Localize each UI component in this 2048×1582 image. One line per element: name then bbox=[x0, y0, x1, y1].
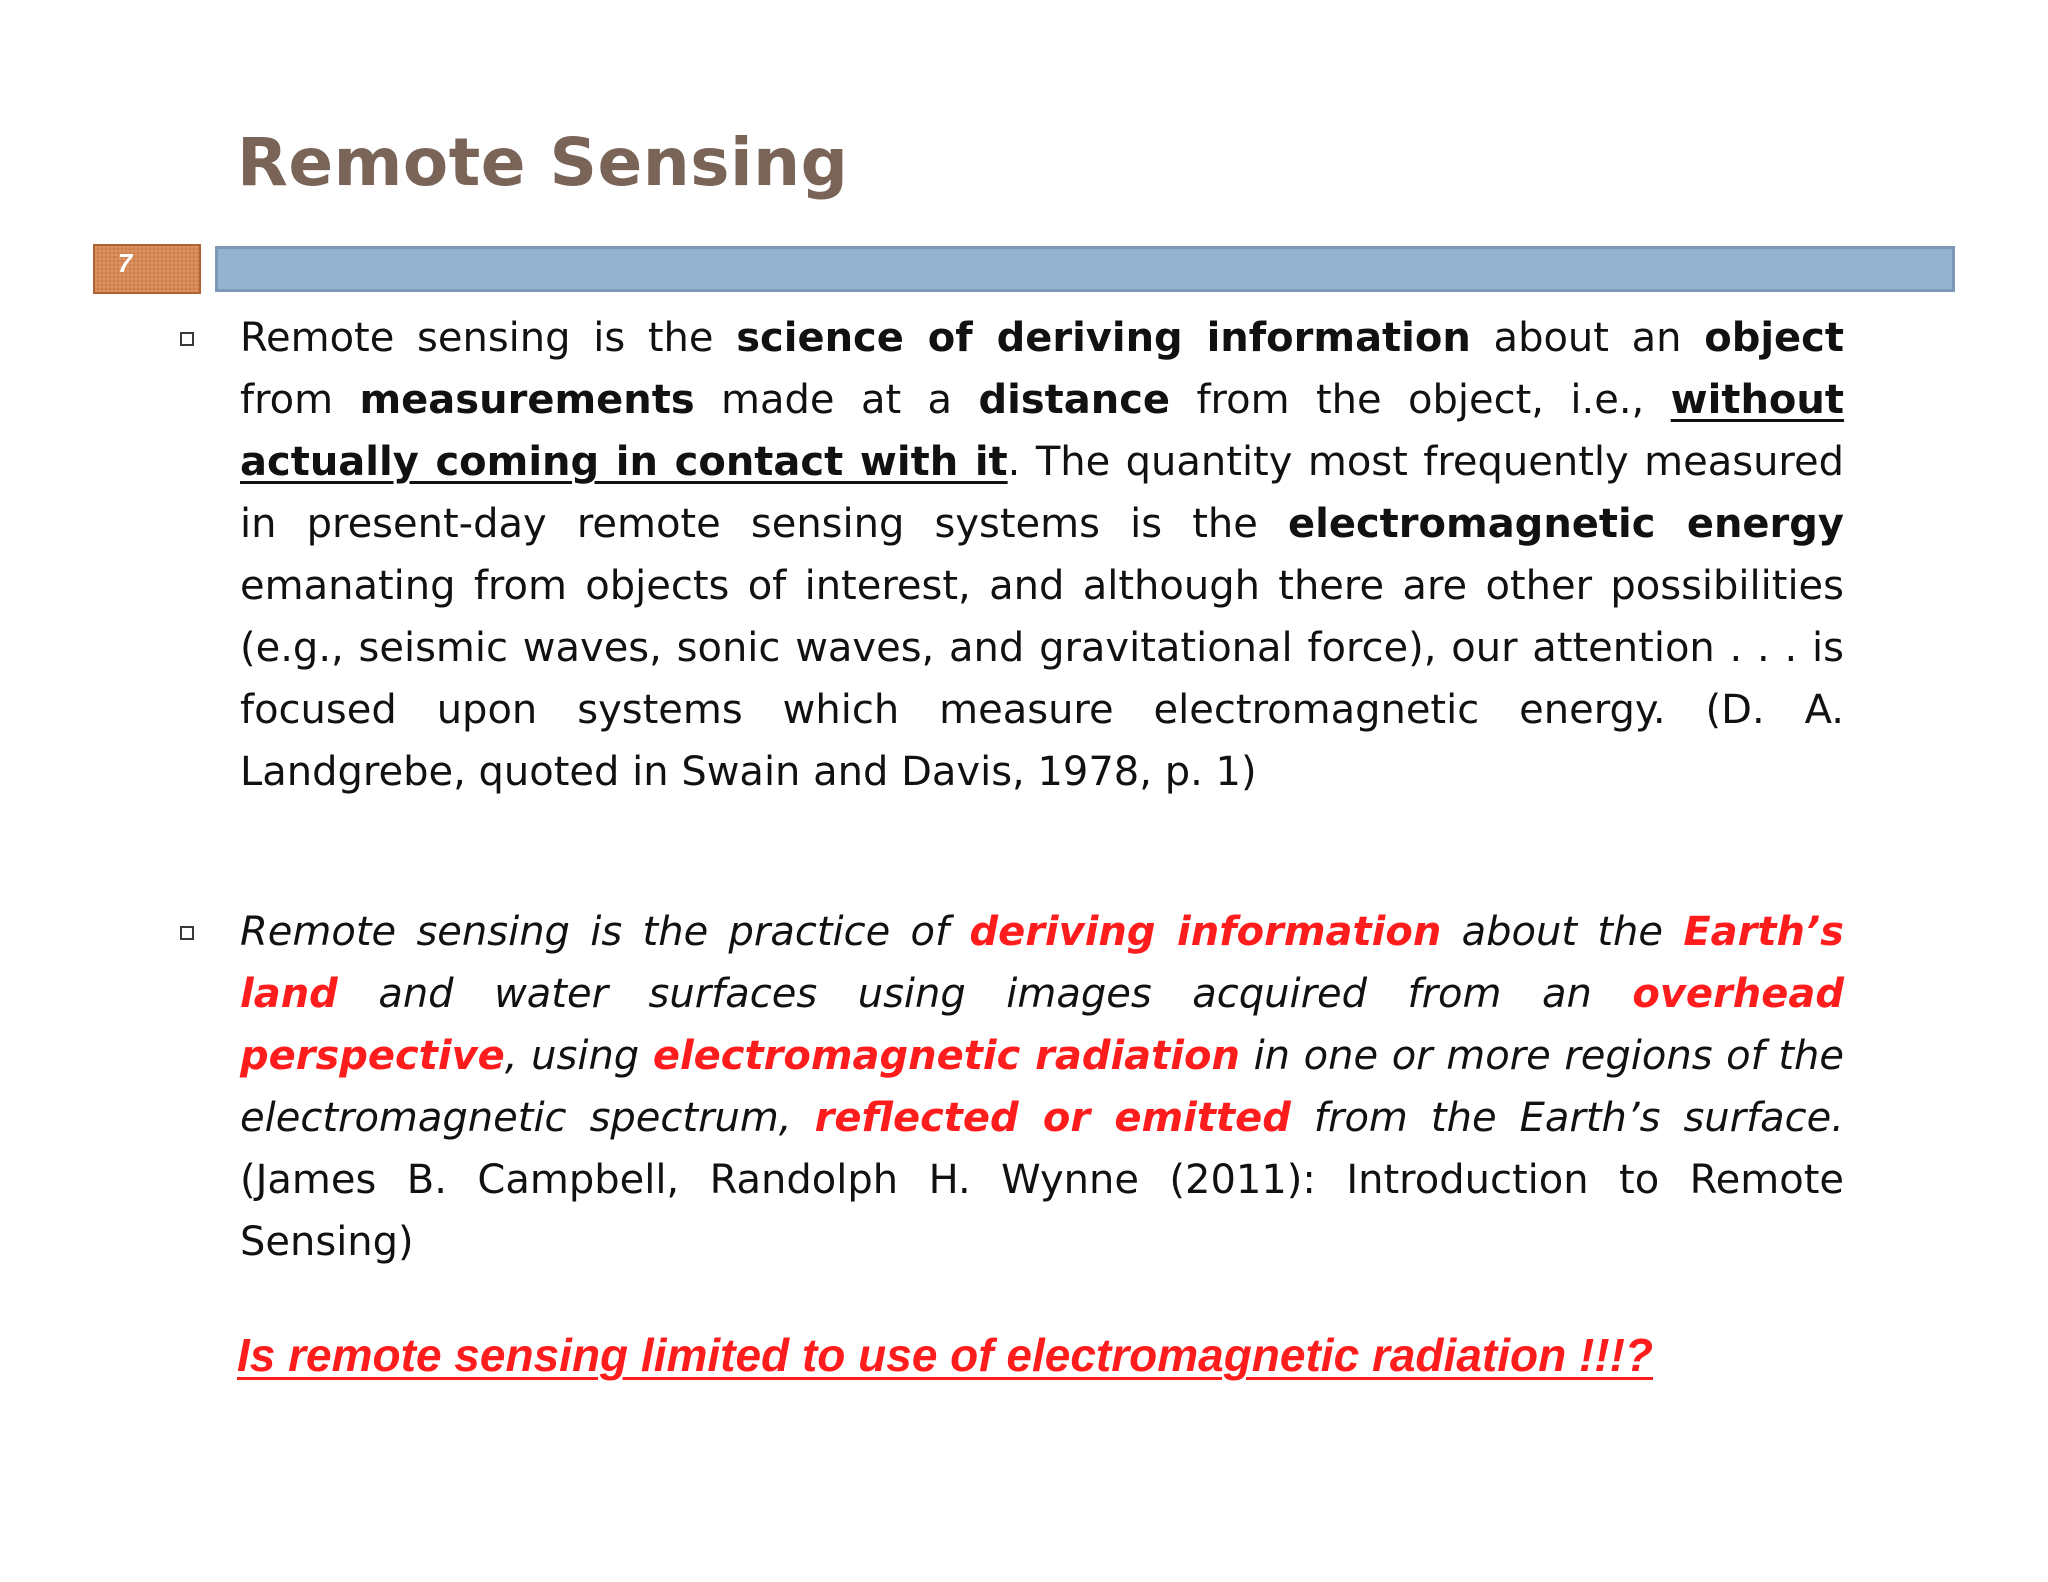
square-bullet-icon bbox=[180, 926, 194, 940]
header-bar bbox=[215, 246, 1955, 292]
definition-paragraph-1: Remote sensing is the science of deriving information about an object from measurements made at a distance from the object, i.e., without actually coming in contact with it. The quantity most frequently measured in present-day remote sensing systems is the electromagnetic energy emanating from objects of interest, and although there are other possibilities (e.g., seismic waves, sonic waves, and gravitational force), our attention . . . is focused upon systems which measure electromagnetic energy. (D. A. Landgrebe, quoted in Swain and Davis, 1978, p. 1) bbox=[240, 315, 1845, 795]
page-number: 7 bbox=[117, 248, 133, 278]
square-bullet-icon bbox=[180, 332, 194, 346]
closing-question: Is remote sensing limited to use of electromagnetic radiation !!!? bbox=[237, 1329, 1654, 1381]
definition-paragraph-2: Remote sensing is the practice of deriving information about the Earth’s land and water surfaces using images acquired from an overhead perspective, using electromagnetic radiation in one or more regions of the electromagnetic spectrum, reflected or emitted from the Earth’s surface. (James B. Campbell, Randolph H. Wynne (2011): Introduction to Remote Sensing) bbox=[240, 909, 1844, 1265]
slide-title: Remote Sensing bbox=[237, 124, 849, 201]
page-number-box bbox=[93, 244, 201, 294]
